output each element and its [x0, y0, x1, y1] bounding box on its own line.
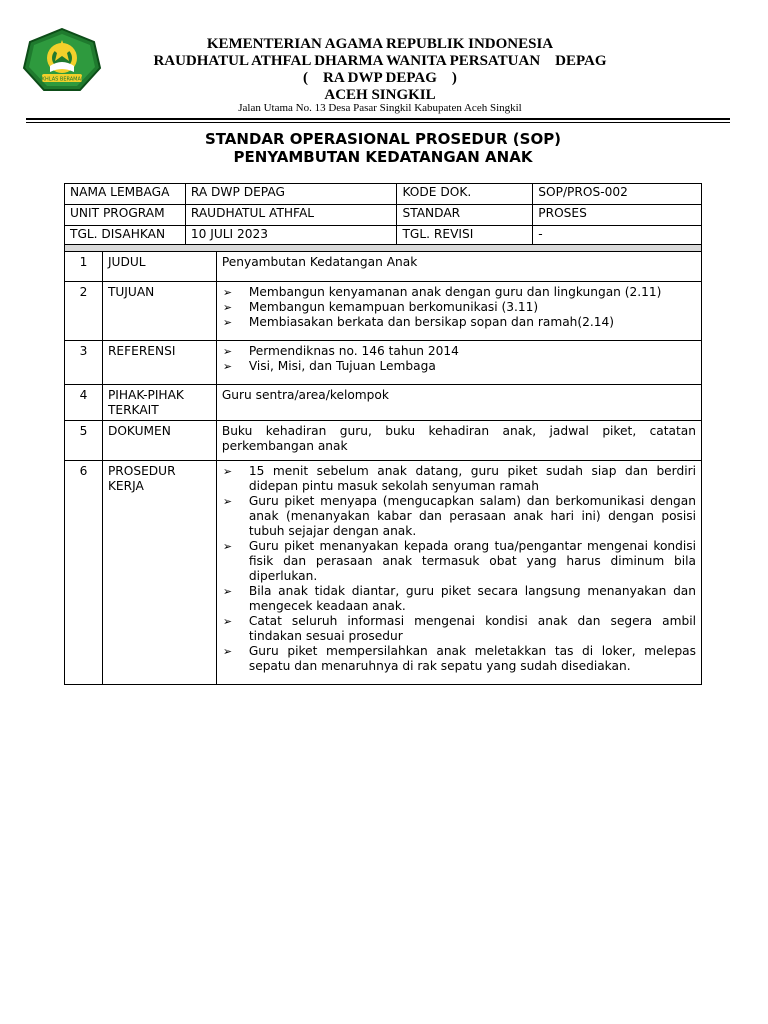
list-item: ➢ Permendiknas no. 146 tahun 2014	[222, 344, 459, 358]
row-content	[216, 461, 701, 685]
row-content	[216, 341, 701, 385]
row-content: Buku kehadiran guru, buku kehadiran anak, jadwal piket, catatan perkembangan anak	[216, 421, 701, 461]
list-item: ➢ Membangun kenyamanan anak dengan guru dan lingkungan (2.11)	[222, 285, 662, 299]
arrow-bullet-icon: ➢	[222, 286, 233, 299]
list-item: ➢ Guru piket mempersilahkan anak meletakkan tas di loker, melepas sepatu dan menaruhnya di rak sepatu yang sudah disediakan.	[222, 644, 696, 673]
list-item: ➢ Membangun kemampuan berkomunikasi (3.11)	[222, 300, 539, 314]
row-number: 2	[65, 282, 103, 341]
table-row	[65, 252, 702, 282]
sop-table	[64, 244, 702, 685]
meta-value: PROSES	[533, 205, 702, 226]
row-number: 6	[65, 461, 103, 685]
meta-label: UNIT PROGRAM	[65, 205, 186, 226]
arrow-bullet-icon: ➢	[222, 465, 233, 478]
row-content	[216, 282, 701, 341]
arrow-bullet-icon: ➢	[222, 585, 233, 598]
row-label: JUDUL	[102, 252, 216, 282]
list-item: ➢ Catat seluruh informasi mengenai kondisi anak dan segera ambil tindakan sesuai prosedur	[222, 614, 696, 643]
ministry-name: KEMENTERIAN AGAMA REPUBLIK INDONESIA	[206, 36, 554, 52]
arrow-bullet-icon: ➢	[222, 316, 233, 329]
logo-motto: IKHLAS BERAMAL	[40, 76, 84, 83]
list-item: ➢ Membiasakan berkata dan bersikap sopan dan ramah(2.14)	[222, 315, 615, 329]
school-name: ( RA DWP DEPAG )	[303, 70, 457, 86]
header-rule-thin	[26, 122, 730, 123]
list-item: ➢ Guru piket menyapa (mengucapkan salam) dan berkomunikasi dengan anak (menanyakan kabar dan perasaan anak hari ini) dengan posisi tubuh sejajar dengan anak.	[222, 494, 696, 538]
title-line-2: PENYAMBUTAN KEDATANGAN ANAK	[233, 148, 533, 166]
meta-label: TGL. REVISI	[397, 226, 533, 247]
meta-table	[64, 183, 702, 247]
table-row	[65, 385, 702, 421]
letterhead	[110, 36, 650, 104]
row-content: Penyambutan Kedatangan Anak	[216, 252, 701, 282]
meta-value: RA DWP DEPAG	[185, 184, 397, 205]
list-item: ➢ Visi, Misi, dan Tujuan Lembaga	[222, 359, 436, 373]
region-name: ACEH SINGKIL	[324, 87, 436, 103]
institution-name: RAUDHATUL ATHFAL DHARMA WANITA PERSATUAN DEPAG	[153, 53, 607, 69]
meta-label: NAMA LEMBAGA	[65, 184, 186, 205]
table-row	[65, 421, 702, 461]
list-item: ➢ Guru piket menanyakan kepada orang tua/pengantar mengenai kondisi fisik dan perasaan anak termasuk obat yang harus diminum bila diperlukan.	[222, 539, 696, 583]
meta-value: RAUDHATUL ATHFAL	[185, 205, 397, 226]
row-number: 3	[65, 341, 103, 385]
row-label: PIHAK-PIHAK TERKAIT	[102, 385, 216, 421]
title-line-1: STANDAR OPERASIONAL PROSEDUR (SOP)	[204, 130, 562, 148]
table-row	[65, 282, 702, 341]
meta-value: -	[533, 226, 702, 247]
arrow-bullet-icon: ➢	[222, 540, 233, 553]
table-row	[65, 461, 702, 685]
table-row	[65, 184, 702, 205]
row-number: 4	[65, 385, 103, 421]
bullet-list	[222, 464, 696, 674]
meta-label: TGL. DISAHKAN	[65, 226, 186, 247]
meta-label: STANDAR	[397, 205, 533, 226]
separator-row	[65, 245, 702, 252]
address: Jalan Utama No. 13 Desa Pasar Singkil Kabupaten Aceh Singkil	[238, 102, 522, 114]
meta-value: 10 JULI 2023	[185, 226, 397, 247]
bullet-list	[222, 344, 696, 374]
bullet-list	[222, 285, 696, 330]
arrow-bullet-icon: ➢	[222, 301, 233, 314]
meta-value: SOP/PROS-002	[533, 184, 702, 205]
row-number: 5	[65, 421, 103, 461]
arrow-bullet-icon: ➢	[222, 495, 233, 508]
list-item: ➢ Bila anak tidak diantar, guru piket secara langsung menanyakan dan mengecek keadaan anak.	[222, 584, 696, 613]
row-label: TUJUAN	[102, 282, 216, 341]
meta-label: KODE DOK.	[397, 184, 533, 205]
document-title	[64, 130, 702, 166]
table-row	[65, 341, 702, 385]
row-content: Guru sentra/area/kelompok	[216, 385, 701, 421]
arrow-bullet-icon: ➢	[222, 360, 233, 373]
arrow-bullet-icon: ➢	[222, 645, 233, 658]
table-row	[65, 205, 702, 226]
row-label: PROSEDUR KERJA	[102, 461, 216, 685]
list-item: ➢ 15 menit sebelum anak datang, guru piket sudah siap dan berdiri didepan pintu masuk sekolah senyuman ramah	[222, 464, 696, 493]
arrow-bullet-icon: ➢	[222, 345, 233, 358]
ministry-logo	[22, 28, 102, 92]
row-label: REFERENSI	[102, 341, 216, 385]
row-label: DOKUMEN	[102, 421, 216, 461]
arrow-bullet-icon: ➢	[222, 615, 233, 628]
row-number: 1	[65, 252, 103, 282]
header-rule-thick	[26, 118, 730, 120]
